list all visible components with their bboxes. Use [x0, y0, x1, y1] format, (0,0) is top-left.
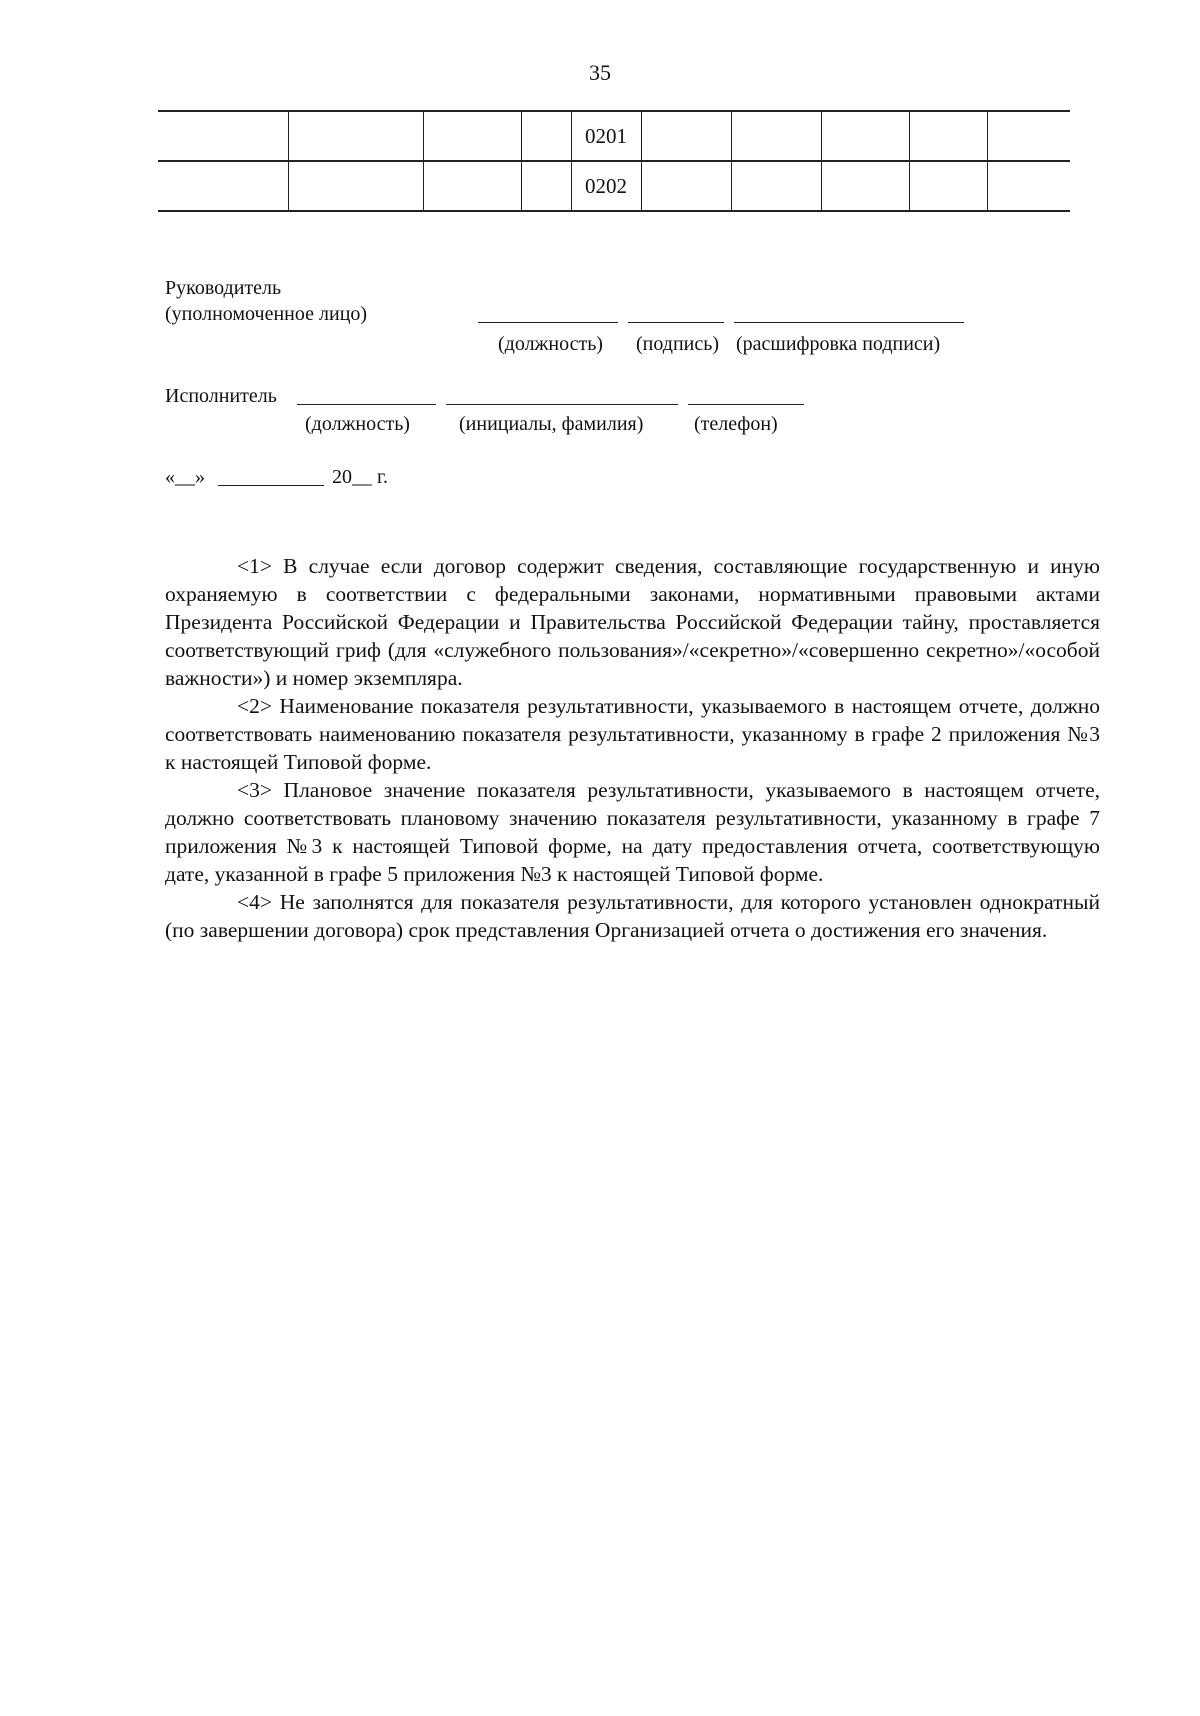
table-cell — [158, 111, 288, 161]
date-month-line[interactable] — [218, 485, 324, 486]
exec-caption-phone: (телефон) — [694, 413, 778, 435]
executor-phone-line[interactable] — [688, 404, 804, 405]
footnotes — [165, 552, 1100, 944]
executor-label: Исполнитель — [165, 385, 277, 407]
executor-position-line[interactable] — [297, 404, 436, 405]
table-cell — [909, 111, 987, 161]
exec-caption-name: (инициалы, фамилия) — [459, 413, 644, 435]
caption-signature: (подпись) — [636, 333, 720, 355]
footnote-2: <2> Наименование показателя результативности, указываемого в настоящем отчете, должно соответствовать наименованию показателя результативности, указанному в графе 2 приложения №3 к настоящей Типовой форме. — [165, 694, 1100, 774]
signature-decoding-line[interactable] — [734, 322, 964, 323]
caption-position: (должность) — [498, 333, 603, 355]
position-line[interactable] — [478, 322, 618, 323]
table-cell — [423, 161, 521, 211]
table-row — [158, 161, 1070, 211]
table-cell — [641, 111, 731, 161]
table-cell — [731, 111, 821, 161]
head-label: Руководитель — [165, 277, 282, 299]
table-cell — [288, 161, 423, 211]
row-code-cell: 0202 — [571, 161, 641, 211]
table-cell — [521, 111, 571, 161]
table-cell — [288, 111, 423, 161]
table-cell — [821, 161, 909, 211]
table-row — [158, 111, 1070, 161]
row-code-cell: 0201 — [571, 111, 641, 161]
table-cell — [521, 161, 571, 211]
date-day: «__» — [165, 466, 205, 488]
table-cell — [987, 161, 1070, 211]
table-cell — [158, 161, 288, 211]
date-year: 20__ г. — [332, 466, 388, 488]
footnote-3: <3> Плановое значение показателя результативности, указываемого в настоящем отчете, должно соответствовать плановому значению показателя результативности, указанному в графе 7 приложения №3 к настоящей Типовой форме, на дату предоставления отчета, соответствующую дате, указанной в графе 5 приложения №3 к настоящей Типовой форме. — [165, 778, 1100, 886]
table-cell — [641, 161, 731, 211]
table-cell — [821, 111, 909, 161]
caption-decoding: (расшифровка подписи) — [736, 333, 941, 355]
table-cell — [423, 111, 521, 161]
executor-name-line[interactable] — [446, 404, 678, 405]
signature-line[interactable] — [628, 322, 724, 323]
footnote-1: <1> В случае если договор содержит сведения, составляющие государственную и иную охраняемую в соответствии с федеральными законами, нормативными правовыми актами Президента Российской Федерации и Правительства Российской Федерации тайну, проставляется соответствующий гриф (для «служебного пользования»/«секретно»/«совершенно секретно»/«особой важности») и номер экземпляра. — [165, 554, 1100, 690]
table-cell — [909, 161, 987, 211]
page-number: 35 — [589, 60, 611, 85]
footnote-4: <4> Не заполнятся для показателя результативности, для которого установлен однократный (по завершении договора) срок представления Организацией отчета о достижения его значения. — [165, 890, 1100, 942]
report-table — [158, 110, 1070, 212]
table-cell — [987, 111, 1070, 161]
table-cell — [731, 161, 821, 211]
head-sublabel: (уполномоченное лицо) — [165, 303, 368, 325]
exec-caption-position: (должность) — [305, 413, 410, 435]
